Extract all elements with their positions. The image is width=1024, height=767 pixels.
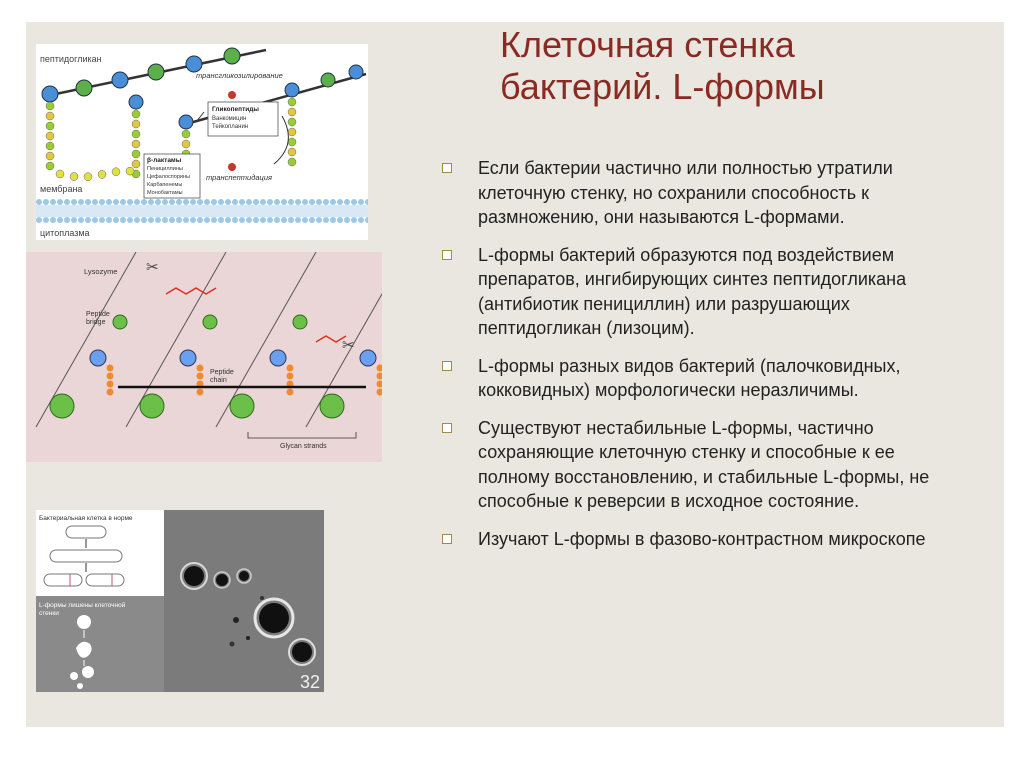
glycan-sugar-icon [50,394,74,418]
beta-lactam-drug: Карбапенемы [147,182,183,188]
amino-acid-icon [84,173,92,181]
glycan-sugar-icon [113,315,127,329]
beta-lactam-drug: Монобактамы [147,190,183,196]
amino-acid-icon [288,138,296,146]
beta-lactam-drug: Пенициллины [147,166,183,172]
amino-acid-icon [132,160,140,168]
glycopeptide-drug: Тейкопланин [212,124,249,130]
bullet-item [440,416,960,514]
nag-sugar-icon [224,48,240,64]
peptide-bridge-label: bridge [86,319,106,326]
checkbox-bullet-icon [442,163,452,173]
peptide-bridge-label: Peptide [86,311,110,318]
nag-sugar-icon [76,80,92,96]
checkbox-bullet-icon [442,361,452,371]
amino-acid-icon [46,142,54,150]
checkbox-bullet-icon [442,423,452,433]
bullet-item [440,243,960,341]
peptidoglycan-diagram [36,44,368,240]
nam-sugar-icon [129,95,143,109]
nag-sugar-icon [148,64,164,80]
glycan-sugar-icon [90,350,106,366]
glycopeptide-drug: Ванкомицин [212,116,247,122]
slide-title: Клеточная стенка бактерий. L-формы [500,24,825,107]
amino-acid-icon [98,170,106,178]
amino-acid-icon [46,122,54,130]
lysozyme-diagram [26,252,382,462]
glycan-sugar-icon [293,315,307,329]
glycan-sugar-icon [203,315,217,329]
transglycosylation-label: трансгликозилирование [196,71,283,80]
nam-sugar-icon [285,83,299,97]
glycan-sugar-icon [320,394,344,418]
bullet-text: Существуют нестабильные L-формы, частично сохраняющие клеточную стенку и способные к ее полному восстановлению, и стабильные L-формы, не способные к реверсии в исходное состояние. [478,417,930,511]
bullet-text: Если бактерии частично или полностью утратили клеточную стенку, но сохранили способность к размножению, они называются L-формами. [478,158,893,227]
bullet-list [440,156,960,564]
amino-acid-icon [288,128,296,136]
glycan-sugar-icon [230,394,254,418]
glycan-sugar-icon [360,350,376,366]
l-forms-label: стенки [39,610,59,617]
normal-cell-label: Бактериальная клетка в норме [39,515,133,522]
glycopeptides-label: Гликопептиды [212,106,259,113]
amino-acid-icon [46,152,54,160]
glycan-sugar-icon [270,350,286,366]
transpeptidation-label: транспептидация [206,173,273,182]
bullet-text: L-формы бактерий образуются под воздействием препаратов, ингибирующих синтез пептидогликана (антибиотик пенициллин) или разрушающих пептидогликан (лизоцим). [478,244,907,338]
amino-acid-icon [182,130,190,138]
l-forms-label: L-формы лишены клеточной [39,602,126,609]
peptidoglycan-label: пептидогликан [40,54,102,64]
nam-sugar-icon [179,115,193,129]
amino-acid-icon [70,173,78,181]
amino-acid-icon [288,98,296,106]
peptide-chain-label: chain [210,377,227,384]
nam-sugar-icon [112,72,128,88]
amino-acid-icon [126,167,134,175]
bullet-item [440,156,960,230]
nam-sugar-icon [186,56,202,72]
beta-lactam-drug: Цефалоспорины [147,174,190,180]
amino-acid-icon [112,168,120,176]
beta-lactams-label: β-лактамы [147,157,182,164]
membrane-label: мембрана [40,184,83,194]
amino-acid-icon [46,102,54,110]
l-forms-figure [36,510,324,692]
peptide-chain-label: Peptide [210,369,234,376]
scissors-icon: ✂ [342,337,355,354]
cytoplasm-label: цитоплазма [40,228,90,238]
checkbox-bullet-icon [442,250,452,260]
amino-acid-icon [132,140,140,148]
bullet-item [440,354,960,403]
amino-acid-icon [132,130,140,138]
bullet-text: Изучают L-формы в фазово-контрастном микроскопе [478,528,926,549]
nam-sugar-icon [42,86,58,102]
amino-acid-icon [56,170,64,178]
amino-acid-icon [132,150,140,158]
nag-sugar-icon [321,73,335,87]
bullet-item [440,527,960,552]
checkbox-bullet-icon [442,534,452,544]
amino-acid-icon [288,158,296,166]
amino-acid-icon [288,148,296,156]
amino-acid-icon [132,110,140,118]
amino-acid-icon [46,112,54,120]
amino-acid-icon [46,132,54,140]
amino-acid-icon [132,120,140,128]
glycan-sugar-icon [180,350,196,366]
nam-sugar-icon [349,65,363,79]
figure-number: 32 [300,672,321,692]
amino-acid-icon [46,162,54,170]
amino-acid-icon [182,140,190,148]
scissors-icon: ✂ [146,259,159,276]
glycan-strands-label: Glycan strands [280,443,327,450]
glycan-sugar-icon [140,394,164,418]
inhibitor-marker-icon [228,91,236,99]
lysozyme-label: Lysozyme [84,267,118,276]
amino-acid-icon [288,118,296,126]
amino-acid-icon [288,108,296,116]
bullet-text: L-формы разных видов бактерий (палочковидных, кокковидных) морфологически неразличимы. [478,355,901,400]
inhibitor-marker-icon [228,163,236,171]
